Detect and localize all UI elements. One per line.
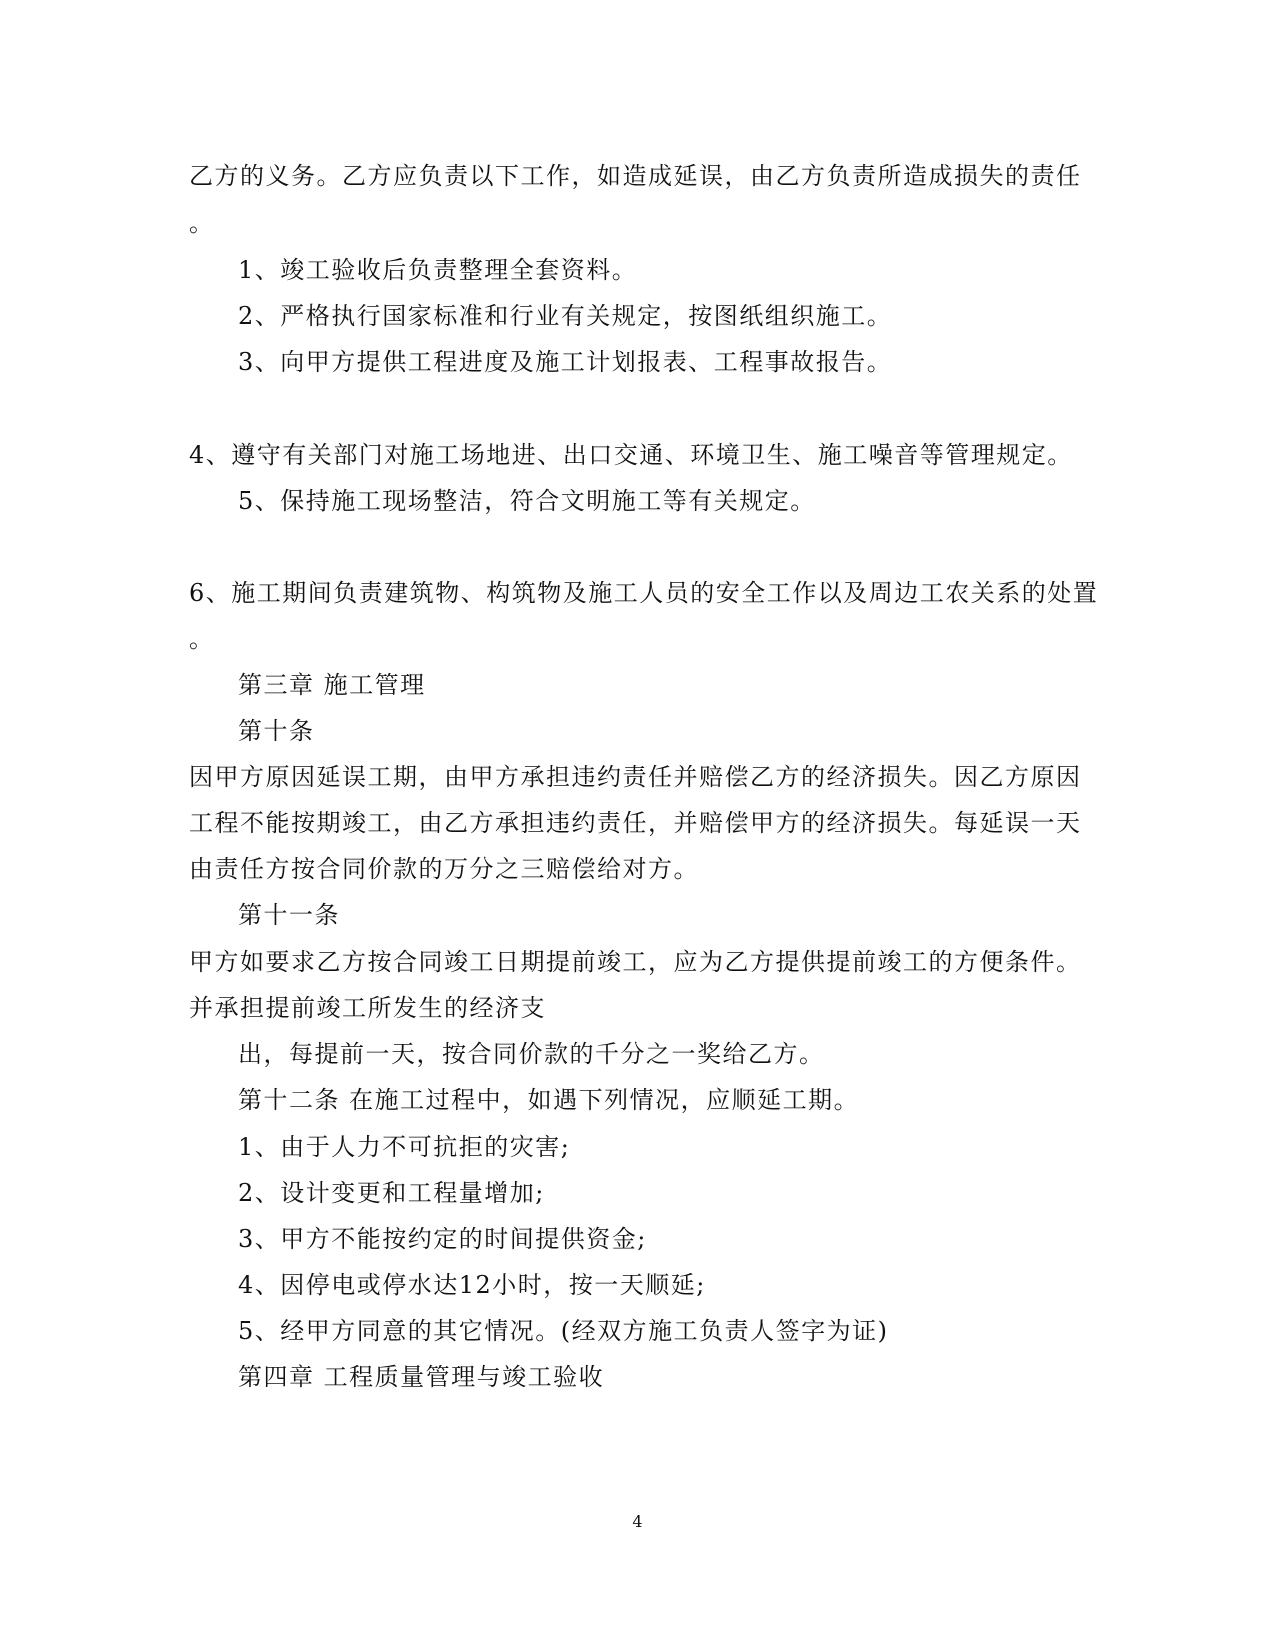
text-line: 甲方如要求乙方按合同竣工日期提前竣工，应为乙方提供提前竣工的方便条件。 [189,948,1082,976]
list-item: 3、向甲方提供工程进度及施工计划报表、工程事故报告。 [238,348,893,376]
article-heading: 第十二条 在施工过程中，如遇下列情况，应顺延工期。 [238,1086,860,1114]
list-item: 4、遵守有关部门对施工场地进、出口交通、环境卫生、施工噪音等管理规定。 [189,441,1073,469]
list-item: 3、甲方不能按约定的时间提供资金; [238,1225,647,1253]
list-item: 6、施工期间负责建筑物、构筑物及施工人员的安全工作以及周边工农关系的处置 [189,579,1099,607]
text-line: 工程不能按期竣工，由乙方承担违约责任，并赔偿甲方的经济损失。每延误一天 [189,809,1082,837]
list-item: 4、因停电或停水达12小时，按一天顺延; [238,1271,706,1299]
text-line: 并承担提前竣工所发生的经济支 [189,994,546,1022]
page-number: 4 [632,1512,643,1531]
text-line: 因甲方原因延误工期，由甲方承担违约责任并赔偿乙方的经济损失。因乙方原因 [189,763,1082,791]
article-heading: 第十条 [238,717,315,745]
list-item: 5、经甲方同意的其它情况。(经双方施工负责人签字为证) [238,1317,889,1345]
text-line: 由责任方按合同价款的万分之三赔偿给对方。 [189,855,699,883]
article-heading: 第十一条 [238,901,340,929]
list-item: 2、设计变更和工程量增加; [238,1179,545,1207]
chapter-heading: 第三章 施工管理 [238,671,426,699]
list-item: 1、由于人力不可抗拒的灾害; [238,1133,571,1161]
text-line: 。 [189,209,215,237]
text-line: 。 [189,625,215,653]
list-item: 5、保持施工现场整洁，符合文明施工等有关规定。 [238,487,816,515]
text-line: 出，每提前一天，按合同价款的千分之一奖给乙方。 [238,1040,825,1068]
chapter-heading: 第四章 工程质量管理与竣工验收 [238,1363,605,1391]
list-item: 2、严格执行国家标准和行业有关规定，按图纸组织施工。 [238,302,893,330]
text-line: 乙方的义务。乙方应负责以下工作，如造成延误，由乙方负责所造成损失的责任 [189,162,1082,190]
list-item: 1、竣工验收后负责整理全套资料。 [238,256,638,284]
